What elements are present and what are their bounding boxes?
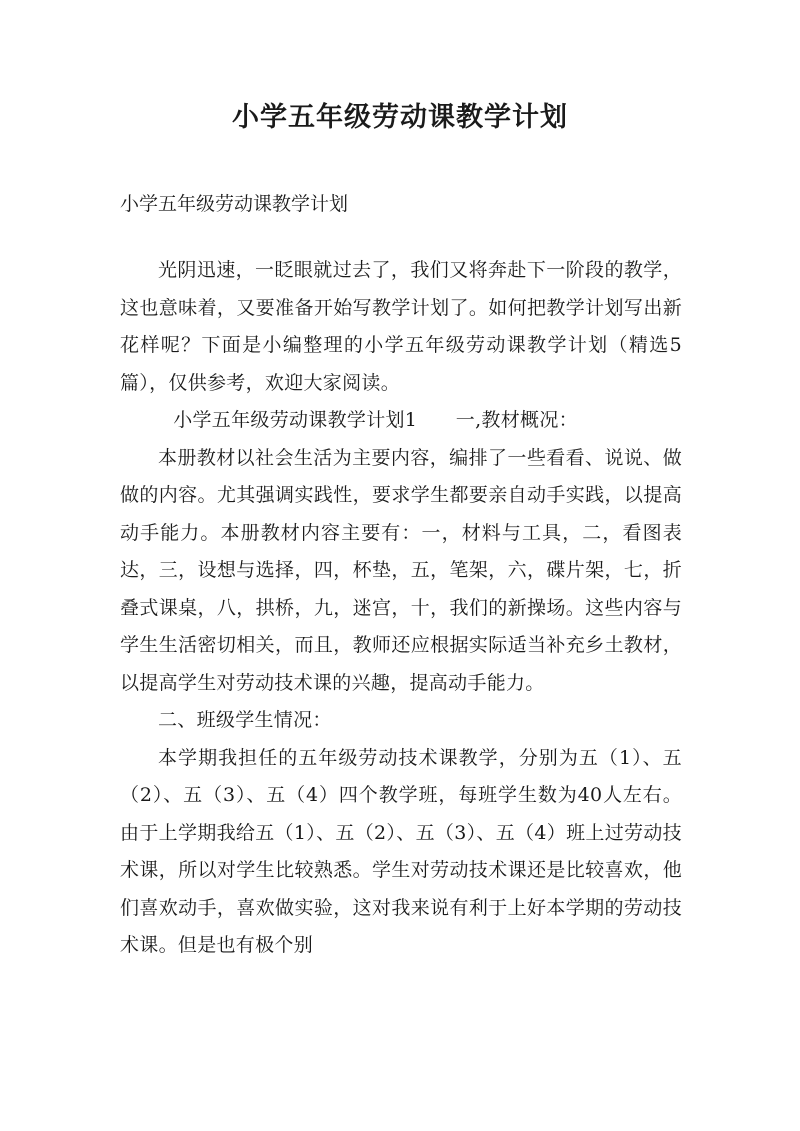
- section-heading-plan-1: 小学五年级劳动课教学计划1 一,教材概况：: [173, 409, 578, 431]
- textbook-overview-paragraph: 本册教材以社会生活为主要内容，编排了一些看看、说说、做做的内容。尤其强调实践性，要求学生都要亲自动手实践，以提高动手能力。本册教材内容主要有：一，材料与工具，二，看图表达，三，设想与选择，四，杯垫，五，笔架，六，碟片架，七，折叠式课桌，八，拱桥，九，迷宫，十，我们的新操场。这些内容与学生生活密切相关，而且，教师还应根据实际适当补充乡土教材，以提高学生对劳动技术课的兴趣，提高动手能力。: [120, 446, 682, 694]
- section-heading-class-situation: 二、班级学生情况：: [158, 709, 332, 731]
- class-situation-paragraph: 本学期我担任的五年级劳动技术课教学，分别为五（1）、五（2）、五（3）、五（4）四个教学班，每班学生数为40人左右。由于上学期我给五（1）、五（2）、五（3）、五（4）班上过劳动技术课，所以对学生比较熟悉。学生对劳动技术课还是比较喜欢，他们喜欢动手，喜欢做实验，这对我来说有利于上好本学期的劳动技术课。但是也有极个别: [120, 746, 682, 956]
- document-body: [120, 252, 682, 965]
- document-title: 小学五年级劳动课教学计划: [232, 102, 568, 133]
- intro-paragraph: 光阴迅速，一眨眼就过去了，我们又将奔赴下一阶段的教学，这也意味着，又要准备开始写教学计划了。如何把教学计划写出新花样呢？下面是小编整理的小学五年级劳动课教学计划（精选5篇），仅供参考，欢迎大家阅读。: [120, 259, 682, 394]
- document-subtitle: 小学五年级劳动课教学计划: [120, 193, 349, 215]
